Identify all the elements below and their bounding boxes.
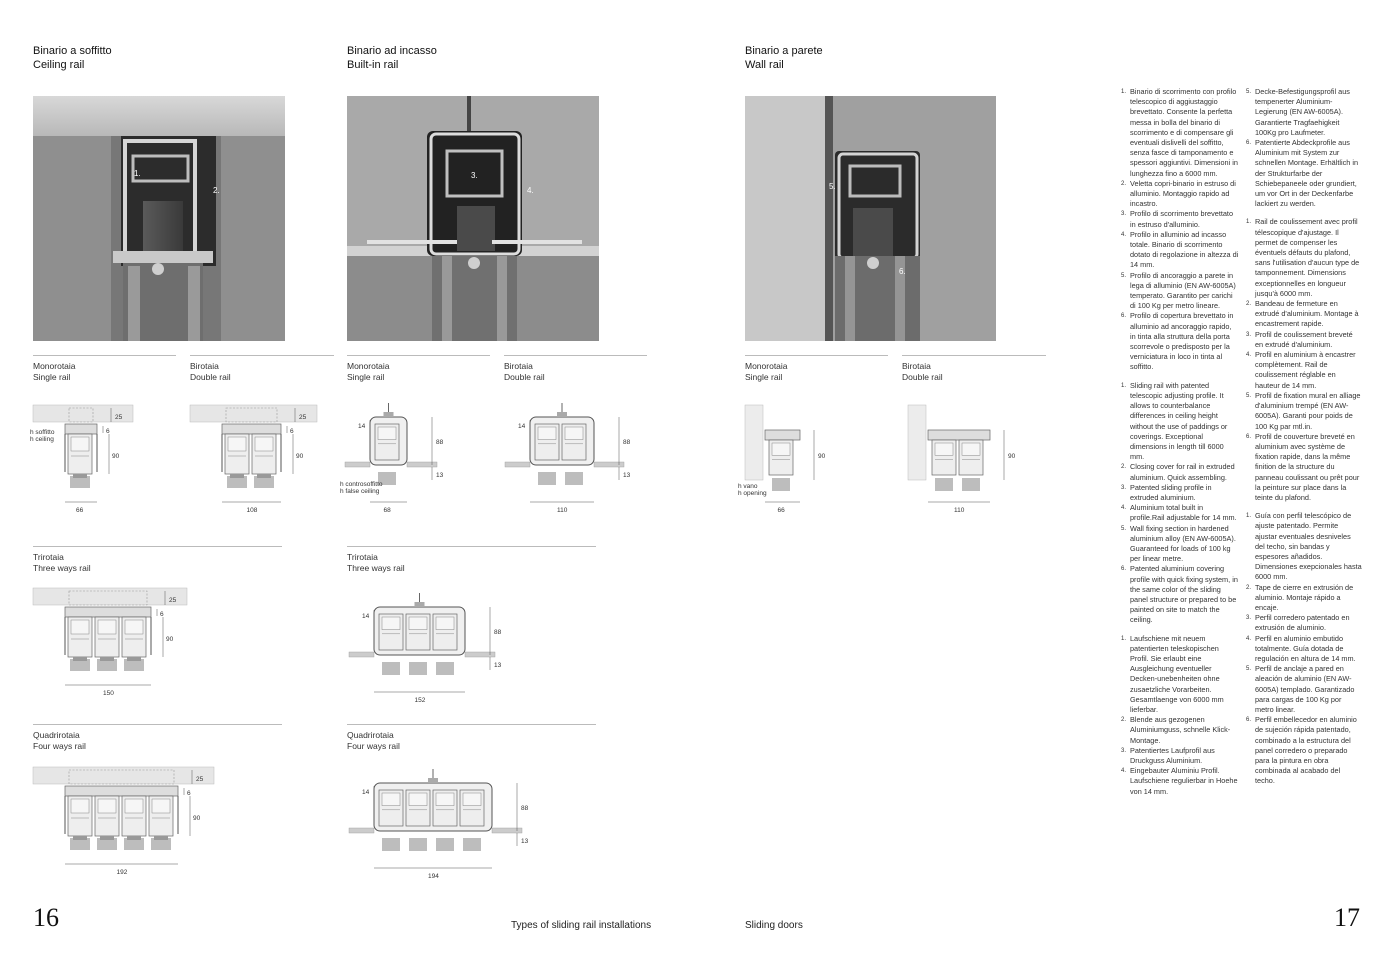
- list-item: [1121, 209, 1239, 229]
- hanger-nut: [428, 778, 438, 782]
- ceiling-quad-drawing: [30, 762, 260, 882]
- label-en: Single rail: [347, 371, 385, 382]
- divider: [190, 355, 334, 356]
- ceiling-triple-drawing: [30, 583, 230, 703]
- item-text: Perfil embellecedor en aluminio de sujeción rápida patentado, combinado a la estructura del panel corredero o preparado para la pintura en obra combinada al acabado del techo.: [1255, 715, 1357, 786]
- rail-channel: [382, 617, 400, 630]
- rail-channel: [98, 620, 116, 634]
- item-text: Blende aus gezogenen Aluminiumguss, schnelle Klick-Montage.: [1130, 715, 1231, 745]
- rail-channel: [382, 793, 400, 806]
- wall-rail-photo: [745, 96, 996, 341]
- label-en: Four ways rail: [347, 740, 400, 751]
- top-profile: [65, 607, 151, 617]
- photo-label-4: 4.: [527, 186, 534, 195]
- dim-88: 88: [623, 439, 631, 446]
- rail-channel: [538, 427, 556, 440]
- rail-channel: [962, 443, 980, 455]
- carriage: [409, 838, 427, 851]
- dim-25: 25: [299, 414, 307, 421]
- wall-bracket: [928, 430, 990, 440]
- dim-width: 150: [103, 690, 114, 697]
- divider: [347, 355, 490, 356]
- label-en: Single rail: [745, 371, 783, 382]
- item-number: 1.: [1246, 513, 1252, 520]
- builtin-triple-drawing: [344, 590, 544, 705]
- page-number-left: 16: [33, 903, 59, 932]
- item-number: 1.: [1121, 382, 1127, 389]
- carriage: [935, 478, 953, 491]
- item-text: Profilo in alluminio ad incasso totale. Binario di scorrimento dotato di regolazione in altezza di 14 mm.: [1130, 229, 1239, 270]
- wheel: [154, 836, 168, 840]
- item-number: 2.: [1121, 180, 1127, 187]
- dim-90: 90: [1008, 453, 1016, 460]
- photo-label-2: 2.: [213, 186, 220, 195]
- item-number: 6.: [1121, 566, 1127, 573]
- dim-90: 90: [818, 453, 826, 460]
- wall: [908, 405, 926, 480]
- label-it: Trirotaia: [33, 552, 64, 562]
- item-text: Profilo di scorrimento brevettato in estruso d'alluminio.: [1130, 209, 1234, 229]
- rail-channel: [152, 799, 170, 813]
- item-number: 4.: [1246, 352, 1252, 359]
- divider: [33, 355, 176, 356]
- item-text: Rail de coulissement avec profil télescopique d'ajustage. Il permet de compenser les éventuels défauts du plafond, sans l'utilisation d'aucun type de tamponnement. Dimensions exceptionnelles en longueur jusqu'à 6000 mm.: [1255, 217, 1360, 298]
- wheel: [257, 474, 271, 478]
- list-item: [1246, 87, 1362, 138]
- ceiling-slab: [33, 767, 214, 784]
- german-text-2: [1246, 87, 1362, 209]
- label-it: Quadrirotaia: [347, 730, 394, 740]
- item-text: Perfil de anclaje a pared en aleación de aluminio (EN AW-6005A) templado. Garantizado para cargas de 100 Kg por metro linear.: [1255, 664, 1355, 714]
- dim-13: 13: [521, 838, 529, 845]
- item-number: 2.: [1246, 584, 1252, 591]
- label-it: Birotaia: [190, 361, 219, 371]
- hanger-nut: [384, 412, 394, 416]
- wheel: [127, 836, 141, 840]
- list-item: [1246, 583, 1362, 614]
- german-text-1: [1121, 634, 1239, 797]
- ceiling-rail-photo: [33, 96, 285, 341]
- carriage: [772, 478, 790, 491]
- rail-channel: [565, 427, 583, 440]
- divider: [33, 546, 282, 547]
- false-ceiling: [345, 462, 370, 467]
- height-note: h opening: [738, 490, 767, 497]
- dim-width: 152: [414, 697, 426, 704]
- dim-14: 14: [358, 423, 366, 430]
- list-item: [1121, 524, 1239, 565]
- item-number: 3.: [1121, 484, 1127, 491]
- wall-bracket: [765, 430, 800, 440]
- item-text: Veletta copri-binario in estruso di alluminio. Montaggio rapido ad incastro.: [1130, 178, 1236, 209]
- item-text: Binario di scorrimento con profilo telescopico di aggiustaggio brevettato. Consente la perfetta messa in bolla del binario di scorrimento e di compensare gli eventuali dislivelli del soffitto, senza fasce di tamponamento e spessori aggiuntivi. Dimensioni in lunghezza fino a 6000 mm.: [1130, 87, 1238, 178]
- height-note: h false ceiling: [340, 488, 380, 495]
- label-en: Three ways rail: [347, 562, 405, 573]
- height-note: h ceiling: [30, 436, 54, 443]
- rail-channel: [255, 437, 273, 451]
- top-profile: [222, 424, 281, 434]
- dim-width: 194: [428, 873, 439, 880]
- rail-channel: [125, 799, 143, 813]
- rail-channel: [436, 793, 454, 806]
- dim-13: 13: [436, 472, 444, 479]
- dim-6: 6: [106, 428, 110, 435]
- item-text: Profil de fixation mural en alliage d'aluminium trempé (EN AW-6005A). Garanti pour poids de 100 Kg par mtl.in.: [1255, 390, 1361, 431]
- item-number: 3.: [1246, 331, 1252, 338]
- dim-13: 13: [494, 662, 502, 669]
- title-it: Binario ad incasso: [347, 45, 437, 57]
- list-item: [1121, 179, 1239, 210]
- item-text: Tape de cierre en extrusión de aluminio. Montaje rápido a encaje.: [1255, 582, 1354, 612]
- label-en: Three ways rail: [33, 562, 91, 573]
- height-note: h soffitto: [30, 429, 55, 436]
- label-en: Single rail: [33, 371, 71, 382]
- carriage: [538, 472, 556, 485]
- list-item: [1246, 432, 1362, 503]
- ceiling-slab: [33, 588, 187, 605]
- item-text: Closing cover for rail in extruded aluminium. Quick assembling.: [1130, 462, 1235, 482]
- item-text: Profil de couverture breveté en aluminium avec système de fixation rapide, dans la même finition de la structure du panneau coulissant ou prêt pour la peinture sur place dans la teinte du plafond.: [1255, 431, 1360, 502]
- italian-text: [1121, 87, 1239, 373]
- title-en: Ceiling rail: [33, 59, 85, 71]
- dim-90: 90: [112, 453, 120, 460]
- wheel: [73, 836, 87, 840]
- photo-label-1: 1.: [134, 169, 141, 178]
- list-item: [1246, 217, 1362, 299]
- divider: [33, 724, 282, 725]
- item-text: Sliding rail with patented telescopic adjusting profile. It allows to counterbalance differences in ceiling height without the use of paddings or coverings. Exceptional dimensions in length till 6000 mm.: [1130, 380, 1228, 462]
- ceiling-triple-label: [33, 552, 91, 573]
- list-item: [1246, 330, 1362, 350]
- list-item: [1121, 311, 1239, 372]
- dim-width: 110: [954, 507, 965, 514]
- list-item: [1246, 299, 1362, 330]
- list-item: [1121, 230, 1239, 271]
- ceiling-rail-title: [33, 44, 112, 72]
- item-number: 3.: [1246, 615, 1252, 622]
- title-it: Binario a parete: [745, 45, 823, 57]
- item-text: Eingebauter Aluminiu Profil. Laufschiene regulierbar in Hoehe von 14 mm.: [1130, 766, 1238, 796]
- list-item: [1121, 87, 1239, 179]
- item-text: Patented aluminium covering profile with quick fixing system, in the same color of the sliding panel structure or prepared to be painted on site to match the ceiling.: [1130, 564, 1238, 625]
- label-en: Double rail: [902, 371, 943, 382]
- item-number: 5.: [1121, 525, 1127, 532]
- photo-label-5: 5.: [829, 182, 836, 191]
- rail-channel: [378, 427, 396, 440]
- item-text: Patentiertes Laufprofil aus Druckguss Aluminium.: [1130, 745, 1215, 765]
- dim-width: 192: [116, 869, 128, 876]
- carriage: [382, 662, 400, 675]
- carriage: [962, 478, 980, 491]
- list-item: [1121, 766, 1239, 797]
- english-text: [1121, 381, 1239, 626]
- wall: [745, 405, 763, 480]
- false-ceiling: [465, 652, 495, 657]
- item-number: 2.: [1246, 301, 1252, 308]
- carriage: [409, 662, 427, 675]
- item-number: 6.: [1246, 140, 1252, 147]
- builtin-quad-drawing: [344, 766, 594, 881]
- wheel: [100, 657, 114, 661]
- item-text: Aluminium total built in profile.Rail adjustable for 14 mm.: [1130, 503, 1237, 523]
- false-ceiling: [492, 828, 522, 833]
- wheel: [230, 474, 244, 478]
- list-item: [1121, 381, 1239, 463]
- label-it: Monorotaia: [33, 361, 76, 371]
- height-note: h vano: [738, 483, 758, 490]
- builtin-rail-title: [347, 44, 437, 72]
- footer-catalog-title: Sliding doors: [745, 920, 803, 931]
- item-text: Profilo di ancoraggio a parete in lega di alluminio (EN AW-6005A) temperato. Garantito per carichi di 100 Kg per metro lineare.: [1130, 270, 1236, 311]
- divider: [504, 355, 647, 356]
- dim-90: 90: [193, 815, 201, 822]
- false-ceiling: [407, 462, 437, 467]
- rail-channel: [125, 620, 143, 634]
- label-it: Quadrirotaia: [33, 730, 80, 740]
- item-number: 4.: [1121, 231, 1127, 238]
- item-number: 5.: [1121, 272, 1127, 279]
- dim-25: 25: [169, 597, 177, 604]
- title-it: Binario a soffitto: [33, 45, 112, 57]
- item-text: Laufschiene mit neuem patentierten teleskopischen Profil. Sie erlaubt eine Ausgleichung eventueller Decken-unebenheiten ohne zusaetzliche Vorarbeiten. Gesamtlaenge von 6000 mm lieferbar.: [1130, 633, 1224, 714]
- list-item: [1121, 564, 1239, 625]
- item-number: 2.: [1121, 717, 1127, 724]
- dim-88: 88: [521, 805, 529, 812]
- label-it: Trirotaia: [347, 552, 378, 562]
- list-item: [1121, 746, 1239, 766]
- divider: [902, 355, 1046, 356]
- ceiling-double-drawing: [187, 400, 347, 520]
- label-en: Double rail: [190, 371, 231, 382]
- item-number: 3.: [1121, 747, 1127, 754]
- dim-width: 66: [76, 507, 84, 514]
- list-item: [1121, 503, 1239, 523]
- wall-rail-title: [745, 44, 823, 72]
- rail-channel: [772, 443, 790, 455]
- label-en: Double rail: [504, 371, 545, 382]
- list-item: [1246, 511, 1362, 582]
- divider: [745, 355, 888, 356]
- builtin-rail-photo: [347, 96, 599, 341]
- dim-90: 90: [296, 453, 304, 460]
- wall-single-drawing: [735, 400, 875, 520]
- item-number: 6.: [1246, 433, 1252, 440]
- carriage: [565, 472, 583, 485]
- item-text: Patentierte Abdeckprofile aus Aluminium mit System zur schnellen Montage. Erhältlich in der Strukturfarbe der Schiebepaneele oder grundiert, um vor Ort in der Deckenfarbe lackiert zu werden.: [1255, 138, 1359, 209]
- item-number: 4.: [1121, 768, 1127, 775]
- builtin-double-drawing: [500, 400, 660, 520]
- rail-channel: [228, 437, 246, 451]
- title-en: Wall rail: [745, 59, 784, 71]
- label-it: Monorotaia: [347, 361, 390, 371]
- item-number: 5.: [1246, 666, 1252, 673]
- dim-6: 6: [160, 611, 164, 618]
- item-number: 3.: [1121, 211, 1127, 218]
- top-profile: [65, 424, 97, 434]
- rail-channel: [98, 799, 116, 813]
- list-item: [1246, 391, 1362, 432]
- wall-double-drawing: [898, 400, 1038, 520]
- item-text: Guía con perfil telescópico de ajuste patentado. Permite ajustar eventuales desniveles del techo, sin bandas y espesores añadidos. Dimensiones exepcionales hasta 6000 mm.: [1255, 511, 1362, 582]
- dim-width: 68: [383, 507, 391, 514]
- list-item: [1121, 462, 1239, 482]
- dim-88: 88: [436, 439, 444, 446]
- ceiling-quad-label: [33, 730, 86, 751]
- french-text: [1246, 217, 1362, 503]
- rail-channel: [436, 617, 454, 630]
- item-text: Profil en aluminium à encastrer complètement. Rail de coulissement réglable en hauteur de 14 mm.: [1255, 350, 1356, 390]
- carriage: [463, 838, 481, 851]
- dim-25: 25: [196, 776, 204, 783]
- list-item: [1121, 483, 1239, 503]
- footer-section-title: Types of sliding rail installations: [511, 920, 652, 931]
- item-number: 5.: [1246, 89, 1252, 95]
- dim-6: 6: [187, 790, 191, 797]
- photo-label-3: 3.: [471, 171, 478, 180]
- carriage: [382, 838, 400, 851]
- item-text: Patented sliding profile in extruded aluminium.: [1130, 482, 1212, 502]
- item-text: Perfil en aluminio embutido totalmente. Guía dotada de regulación en altura de 14 mm.: [1255, 633, 1356, 663]
- builtin-quad-label: [347, 730, 400, 751]
- item-text: Profilo di copertura brevettato in alluminio ad ancoraggio rapido, in tinta alla struttura della porta scorrevole o predisposto per la verniciatura in loco in tinta al soffitto.: [1130, 311, 1234, 372]
- rail-channel: [71, 437, 89, 451]
- item-number: 1.: [1246, 219, 1252, 226]
- list-item: [1246, 613, 1362, 633]
- dim-25: 25: [115, 414, 123, 421]
- hanger-nut: [415, 602, 425, 606]
- text-column-right: [1246, 87, 1362, 795]
- rail-channel: [463, 793, 481, 806]
- rail-channel: [409, 617, 427, 630]
- list-item: [1246, 138, 1362, 209]
- item-number: 6.: [1246, 717, 1252, 724]
- spanish-text: [1246, 511, 1362, 786]
- item-text: Perfil corredero patentado en extrusión de aluminio.: [1255, 613, 1350, 633]
- rail-channel: [71, 620, 89, 634]
- item-number: 5.: [1246, 392, 1252, 399]
- item-number: 6.: [1121, 313, 1127, 320]
- builtin-single-label: [347, 361, 390, 382]
- text-column-left: [1121, 87, 1239, 805]
- item-number: 2.: [1121, 464, 1127, 471]
- wall-single-label: [745, 361, 788, 382]
- list-item: [1121, 271, 1239, 312]
- title-en: Built-in rail: [347, 59, 399, 71]
- dim-14: 14: [362, 613, 370, 620]
- wheel: [127, 657, 141, 661]
- height-note: h controsoffitto: [340, 481, 383, 488]
- hanger-nut: [557, 412, 567, 416]
- false-ceiling: [349, 652, 374, 657]
- wheel: [73, 474, 87, 478]
- dim-14: 14: [518, 423, 526, 430]
- divider: [347, 546, 596, 547]
- list-item: [1121, 634, 1239, 716]
- item-text: Bandeau de fermeture en extrudé d'aluminium. Montage à encastrement rapide.: [1255, 299, 1359, 329]
- item-text: Wall fixing section in hardened aluminium alloy (EN AW-6005A). Guaranteed for loads of 100 kg per linear metre.: [1130, 523, 1236, 564]
- dim-width: 66: [777, 507, 785, 514]
- dim-13: 13: [623, 472, 631, 479]
- dim-width: 110: [557, 507, 568, 514]
- dim-14: 14: [362, 789, 370, 796]
- carriage: [436, 838, 454, 851]
- false-ceiling: [349, 828, 374, 833]
- wall-double-label: [902, 361, 943, 382]
- list-item: [1246, 634, 1362, 665]
- item-number: 4.: [1121, 505, 1127, 512]
- dim-88: 88: [494, 629, 502, 636]
- false-ceiling: [594, 462, 624, 467]
- list-item: [1121, 715, 1239, 746]
- builtin-double-label: [504, 361, 545, 382]
- dim-6: 6: [290, 428, 294, 435]
- ceiling-double-label: [190, 361, 231, 382]
- list-item: [1246, 350, 1362, 391]
- builtin-single-drawing: [340, 400, 490, 520]
- label-it: Birotaia: [504, 361, 533, 371]
- divider: [347, 724, 596, 725]
- dim-width: 108: [246, 507, 258, 514]
- false-ceiling: [505, 462, 530, 467]
- carriage: [436, 662, 454, 675]
- item-number: 1.: [1121, 89, 1127, 95]
- ceiling-single-drawing: [30, 400, 170, 520]
- label-en: Four ways rail: [33, 740, 86, 751]
- ceiling-slab: [190, 405, 317, 422]
- ceiling-single-label: [33, 361, 76, 382]
- list-item: [1246, 715, 1362, 786]
- item-number: 4.: [1246, 635, 1252, 642]
- page-number-right: 17: [1334, 903, 1360, 932]
- wheel: [73, 657, 87, 661]
- builtin-triple-label: [347, 552, 405, 573]
- wheel: [100, 836, 114, 840]
- label-it: Birotaia: [902, 361, 931, 371]
- label-it: Monorotaia: [745, 361, 788, 371]
- item-text: Profil de coulissement breveté en extrudé d'aluminium.: [1255, 329, 1353, 349]
- photo-label-6: 6.: [899, 267, 906, 276]
- rail-channel: [71, 799, 89, 813]
- rail-channel: [409, 793, 427, 806]
- rail-channel: [935, 443, 953, 455]
- list-item: [1246, 664, 1362, 715]
- dim-90: 90: [166, 636, 174, 643]
- item-text: Decke-Befestigungsprofil aus tempenerter Aluminium-Legierung (EN AW-6005A). Garantierte Tragfaehigkeit 100Kg pro Laufmeter.: [1255, 87, 1350, 137]
- top-profile: [65, 786, 178, 796]
- item-number: 1.: [1121, 635, 1127, 642]
